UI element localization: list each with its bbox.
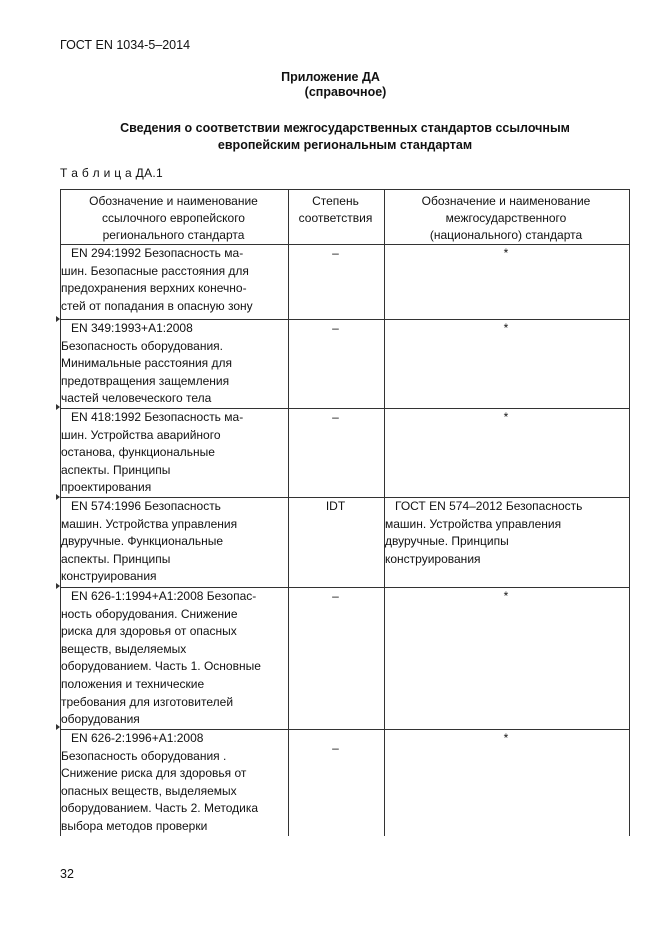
- table-row: [61, 497, 630, 587]
- header-text: регионального стандарта: [102, 228, 245, 242]
- cell-line: *: [503, 246, 509, 260]
- table-row: [61, 245, 630, 320]
- cell-line: ность оборудования. Снижение: [61, 606, 238, 621]
- header-text: Обозначение и наименование: [421, 194, 591, 208]
- cell-line: опасных веществ, выделяемых: [61, 783, 237, 798]
- national-cell: [385, 729, 630, 835]
- degree-cell: IDT: [289, 497, 385, 587]
- caption-line-1: Сведения о соответствии межгосударственных стандартов ссылочным: [120, 121, 570, 135]
- cell-line: EN 626-2:1996+A1:2008: [71, 730, 204, 745]
- cell-line: EN 294:1992 Безопасность ма-: [71, 246, 244, 260]
- cell-line: двуручные. Функциональные: [61, 534, 224, 549]
- cell-line: Безопасность оборудования.: [61, 338, 223, 353]
- cell-line: EN 574:1996 Безопасность: [71, 498, 221, 513]
- header-text: межгосударственного: [445, 211, 567, 225]
- cell-line: аспекты. Принципы: [61, 462, 171, 477]
- national-cell: [385, 497, 630, 587]
- degree-cell: [289, 729, 385, 835]
- appendix-subtitle: (справочное): [304, 85, 387, 99]
- caption-line-2: европейским региональным стандартам: [217, 138, 473, 152]
- cell-line: Безопасность оборудования .: [61, 748, 227, 763]
- cell-line: EN 349:1993+A1:2008: [71, 321, 193, 335]
- table-row: [61, 409, 630, 498]
- cell-line: Минимальные расстояния для: [61, 356, 233, 371]
- page-number: 32: [60, 867, 74, 881]
- cell-line: –: [332, 740, 339, 755]
- cell-line: частей человеческого тела: [61, 391, 212, 406]
- header-text: Обозначение и наименование: [89, 194, 258, 208]
- header-text: соответствия: [298, 211, 373, 225]
- degree-cell: –: [289, 320, 385, 409]
- reference-cell: [61, 497, 289, 587]
- row-marker-icon: [56, 404, 60, 410]
- cell-line: оборудования: [61, 712, 140, 727]
- cell-line: веществ, выделяемых: [61, 641, 187, 656]
- cell-line: машин. Устройства управления: [61, 516, 238, 531]
- cell-line: оборудованием. Часть 2. Методика: [61, 801, 259, 816]
- cell-line: Снижение риска для здоровья от: [61, 766, 247, 781]
- row-marker-icon: [56, 724, 60, 730]
- reference-cell: [61, 729, 289, 835]
- cell-line: стей от попадания в опасную зону: [61, 298, 253, 313]
- table-caption: [60, 120, 630, 154]
- cell-line: аспекты. Принципы: [61, 551, 171, 566]
- table-row: [61, 320, 630, 409]
- cell-line: оборудованием. Часть 1. Основные: [61, 659, 261, 674]
- cell-line: EN 418:1992 Безопасность ма-: [71, 410, 244, 424]
- cell-line: *: [503, 321, 509, 335]
- cell-line: проектирования: [61, 480, 152, 495]
- appendix-title: Приложение ДА: [281, 70, 380, 84]
- row-marker-icon: [56, 494, 60, 500]
- header-text: ссылочного европейского: [102, 211, 245, 225]
- cell-line: останова, функциональные: [61, 445, 215, 460]
- table-label: Т а б л и ц а ДА.1: [60, 166, 164, 180]
- cell-line: требования для изготовителей: [61, 694, 234, 709]
- header-national-standard: [385, 190, 630, 245]
- header-text: Степень: [312, 194, 359, 208]
- header-text: (национального) стандарта: [429, 228, 583, 242]
- table-row: [61, 729, 630, 835]
- cell-line: положения и технические: [61, 676, 205, 691]
- cell-line: ГОСТ EN 574–2012 Безопасность: [395, 498, 583, 513]
- appendix-heading: [0, 70, 661, 100]
- cell-line: конструирования: [385, 551, 481, 566]
- cell-line: предотвращения защемления: [61, 373, 230, 388]
- degree-cell: –: [289, 587, 385, 729]
- cell-line: предохранения верхних конечно-: [61, 281, 247, 296]
- row-marker-icon: [56, 583, 60, 589]
- table-row: [61, 587, 630, 729]
- cell-line: *: [503, 588, 509, 603]
- document-code-header: ГОСТ EN 1034-5–2014: [60, 38, 191, 52]
- national-cell: [385, 409, 630, 498]
- cell-line: машин. Устройства управления: [385, 516, 562, 531]
- header-reference-standard: [61, 190, 289, 245]
- cell-line: шин. Безопасные расстояния для: [61, 263, 249, 278]
- cell-line: *: [503, 730, 509, 745]
- row-marker-icon: [56, 316, 60, 322]
- national-cell: [385, 245, 630, 320]
- cell-line: EN 626-1:1994+A1:2008 Безопас-: [71, 588, 257, 603]
- cell-line: *: [503, 410, 509, 424]
- national-cell: [385, 320, 630, 409]
- correspondence-table: [60, 189, 630, 836]
- cell-line: выбора методов проверки: [61, 818, 208, 833]
- cell-line: риска для здоровья от опасных: [61, 624, 237, 639]
- reference-cell: [61, 245, 289, 320]
- reference-cell: [61, 587, 289, 729]
- reference-cell: [61, 409, 289, 498]
- cell-line: шин. Устройства аварийного: [61, 427, 221, 442]
- reference-cell: [61, 320, 289, 409]
- cell-line: конструирования: [61, 569, 157, 584]
- cell-line: двуручные. Принципы: [385, 534, 509, 549]
- national-cell: [385, 587, 630, 729]
- header-degree: [289, 190, 385, 245]
- degree-cell: –: [289, 245, 385, 320]
- degree-cell: –: [289, 409, 385, 498]
- table-header-row: [61, 190, 630, 245]
